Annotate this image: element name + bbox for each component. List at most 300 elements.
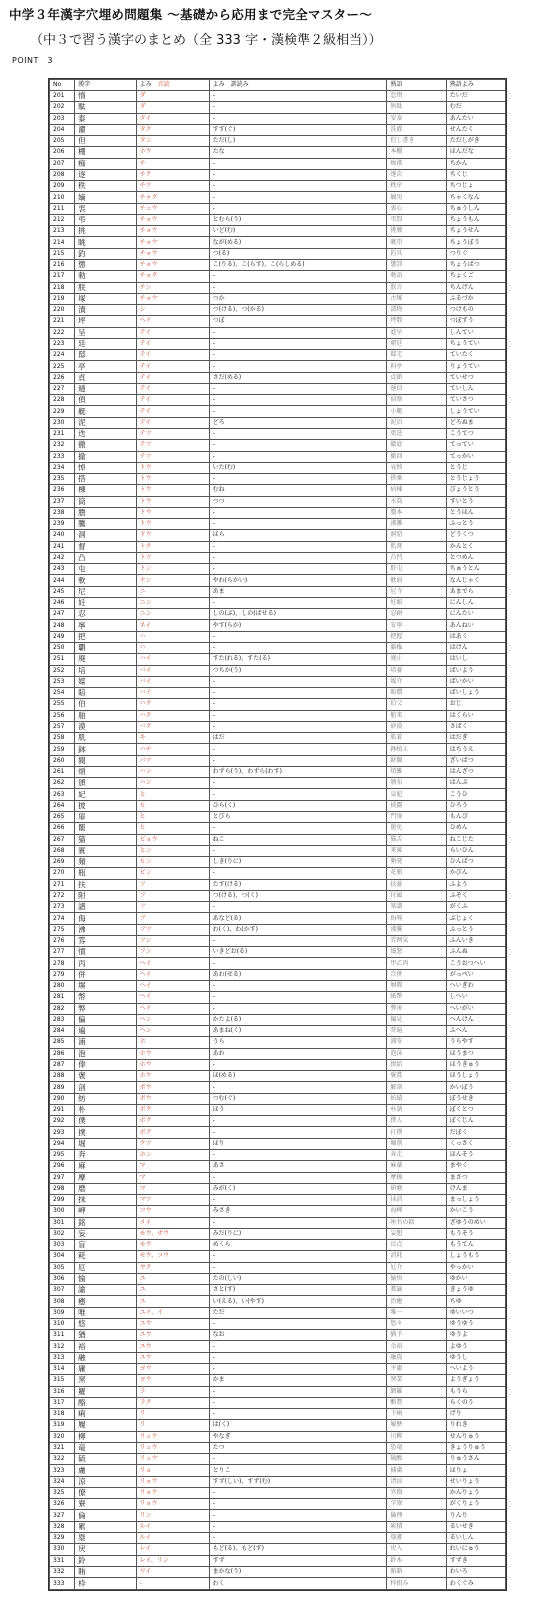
cell-kun-reading: みが(く) — [209, 1183, 387, 1194]
table-row — [50, 1521, 506, 1532]
cell-example: 摩擦 — [387, 1172, 446, 1183]
cell-example-reading: ていせつ — [446, 372, 505, 383]
cell-example: 邸宅 — [387, 350, 446, 361]
cell-kun-reading: いた(む) — [209, 462, 387, 473]
cell-kun-reading: い(える)、い(やす) — [209, 1296, 387, 1307]
cell-example-reading: もうてん — [446, 1240, 505, 1251]
cell-example: 頻発 — [387, 857, 446, 868]
table-row — [50, 1003, 506, 1014]
cell-kun-reading: - — [209, 1409, 387, 1420]
cell-example-reading: おじ — [446, 699, 505, 710]
cell-on-reading: リョウ — [136, 1487, 209, 1498]
cell-example: 怠惰 — [387, 91, 446, 102]
cell-kun-reading: つか — [209, 293, 387, 304]
table-row — [50, 654, 506, 665]
cell-kun-reading: ほら — [209, 530, 387, 541]
cell-on-reading: ラク — [136, 1397, 209, 1408]
cell-on-reading: ヘイ — [136, 992, 209, 1003]
cell-example: 枠組み — [387, 1578, 446, 1590]
cell-example-reading: ゆうし — [446, 1352, 505, 1363]
cell-no: 301 — [50, 1217, 75, 1228]
table-row — [50, 1544, 506, 1555]
cell-no: 206 — [50, 147, 75, 158]
cell-no: 332 — [50, 1566, 75, 1577]
cell-kun-reading: - — [209, 1499, 387, 1510]
cell-kun-reading: は(く) — [209, 1420, 387, 1431]
table-row — [50, 327, 506, 338]
cell-kanji: 唯 — [75, 1307, 137, 1318]
cell-kanji: 遍 — [75, 1026, 137, 1037]
table-row — [50, 980, 506, 991]
cell-example: 貞節 — [387, 372, 446, 383]
cell-on-reading: キ — [136, 733, 209, 744]
cell-kanji: 耗 — [75, 1251, 137, 1262]
cell-example-reading: しょうてい — [446, 406, 505, 417]
cell-example: 余裕 — [387, 1341, 446, 1352]
cell-kanji: 浦 — [75, 1037, 137, 1048]
cell-no: 232 — [50, 440, 75, 451]
cell-example: 弔問 — [387, 214, 446, 225]
cell-kun-reading: - — [209, 282, 387, 293]
cell-kanji: 扉 — [75, 812, 137, 823]
cell-kanji: 釣 — [75, 248, 137, 259]
cell-kun-reading: - — [209, 564, 387, 575]
cell-no: 231 — [50, 428, 75, 439]
cell-example: 頒布 — [387, 778, 446, 789]
page-subtitle: （中３で習う漢字のまとめ（全 333 字・漢検準２級相当）） — [30, 33, 382, 48]
cell-example: 厄介 — [387, 1262, 446, 1273]
cell-no: 275 — [50, 924, 75, 935]
cell-on-reading: ヘイ — [136, 316, 209, 327]
cell-kun-reading: - — [209, 845, 387, 856]
cell-on-reading: コウ — [136, 1206, 209, 1217]
cell-example: 媒介 — [387, 676, 446, 687]
cell-on-reading: ヒ — [136, 789, 209, 800]
cell-example-reading: はちうえ — [446, 744, 505, 755]
cell-example-reading: だぼく — [446, 1127, 505, 1138]
cell-on-reading: ヘン — [136, 1014, 209, 1025]
cell-on-reading: ボウ — [136, 1093, 209, 1104]
cell-on-reading: ホウ — [136, 1059, 209, 1070]
cell-no: 250 — [50, 643, 75, 654]
cell-no: 237 — [50, 496, 75, 507]
cell-no: 248 — [50, 620, 75, 631]
cell-example-reading: りょうてい — [446, 361, 505, 372]
cell-kanji: 培 — [75, 665, 137, 676]
table-row — [50, 812, 506, 823]
cell-kanji: 倫 — [75, 1510, 137, 1521]
table-row — [50, 631, 506, 642]
cell-on-reading: ハチ — [136, 744, 209, 755]
table-row — [50, 1465, 506, 1476]
cell-on-reading: ハク — [136, 710, 209, 721]
cell-example-reading: りんり — [446, 1510, 505, 1521]
cell-no: 290 — [50, 1093, 75, 1104]
cell-example-reading: しんてい — [446, 327, 505, 338]
cell-kanji: 抹 — [75, 1195, 137, 1206]
cell-no: 270 — [50, 868, 75, 879]
cell-example: 忍耐 — [387, 609, 446, 620]
cell-no: 307 — [50, 1285, 75, 1296]
cell-kun-reading: - — [209, 823, 387, 834]
kanji-sheet — [48, 78, 507, 1591]
cell-no: 303 — [50, 1240, 75, 1251]
cell-kanji: 痴 — [75, 158, 137, 169]
table-row — [50, 1352, 506, 1363]
cell-example-reading: はくらい — [446, 710, 505, 721]
cell-kun-reading: むね — [209, 485, 387, 496]
table-row — [50, 541, 506, 552]
cell-on-reading: ナン — [136, 575, 209, 586]
cell-no: 304 — [50, 1251, 75, 1262]
cell-example: 付属 — [387, 890, 446, 901]
cell-kun-reading: やわ(らかい) — [209, 575, 387, 586]
cell-example-reading: ゆうよ — [446, 1330, 505, 1341]
header-example-reading: 熟語よみ — [446, 80, 505, 91]
cell-example-reading: るいしん — [446, 1533, 505, 1544]
cell-no: 278 — [50, 958, 75, 969]
cell-example: 消耗 — [387, 1251, 446, 1262]
cell-kanji: 憤 — [75, 947, 137, 958]
cell-kun-reading: - — [209, 980, 387, 991]
table-row — [50, 688, 506, 699]
cell-example: 教諭 — [387, 1285, 446, 1296]
cell-no: 300 — [50, 1206, 75, 1217]
cell-example-reading: どうくつ — [446, 530, 505, 541]
cell-example-reading: ほうしょう — [446, 1071, 505, 1082]
cell-kun-reading: - — [209, 1217, 387, 1228]
cell-kanji: 頻 — [75, 857, 137, 868]
cell-kanji: 凸 — [75, 552, 137, 563]
cell-on-reading: バイ — [136, 665, 209, 676]
cell-no: 256 — [50, 710, 75, 721]
cell-kanji: 涼 — [75, 1476, 137, 1487]
table-row — [50, 1386, 506, 1397]
cell-example: 進呈 — [387, 327, 446, 338]
cell-kun-reading: つぼ — [209, 316, 387, 327]
cell-kun-reading: - — [209, 1116, 387, 1127]
cell-on-reading: ヘイ — [136, 969, 209, 980]
cell-example-reading: へいがい — [446, 1003, 505, 1014]
table-row — [50, 91, 506, 102]
cell-kanji: 棚 — [75, 147, 137, 158]
cell-kun-reading: - — [209, 1003, 387, 1014]
cell-no: 220 — [50, 305, 75, 316]
cell-on-reading: マ — [136, 1161, 209, 1172]
cell-kanji: 妄 — [75, 1228, 137, 1239]
cell-kanji: 謄 — [75, 507, 137, 518]
table-row — [50, 361, 506, 372]
cell-example: 門扉 — [387, 812, 446, 823]
cell-example-reading: ふるづか — [446, 293, 505, 304]
table-row — [50, 428, 506, 439]
cell-example-reading: とうじょう — [446, 474, 505, 485]
cell-on-reading: ユウ — [136, 1318, 209, 1329]
cell-kanji: 洞 — [75, 530, 137, 541]
cell-no: 277 — [50, 947, 75, 958]
cell-on-reading: ビョウ — [136, 834, 209, 845]
cell-example-reading: ふよう — [446, 879, 505, 890]
header-kun-reading: よみ 訓読み — [209, 80, 387, 91]
table-row — [50, 721, 506, 732]
cell-example-reading: ちょうてい — [446, 338, 505, 349]
cell-no: 295 — [50, 1149, 75, 1160]
cell-example-reading: はだぎ — [446, 733, 505, 744]
cell-example: 搭乗 — [387, 474, 446, 485]
table-row — [50, 248, 506, 259]
cell-on-reading: ネイ — [136, 620, 209, 631]
cell-kun-reading: わく — [209, 1578, 387, 1590]
cell-no: 246 — [50, 597, 75, 608]
cell-on-reading: チツ — [136, 181, 209, 192]
table-row — [50, 1138, 506, 1149]
cell-example: 漬物 — [387, 305, 446, 316]
cell-example: 学寮 — [387, 1499, 446, 1510]
cell-example-reading: ふっとう — [446, 924, 505, 935]
cell-example-reading: わくぐみ — [446, 1578, 505, 1590]
cell-no: 236 — [50, 485, 75, 496]
cell-on-reading: クツ — [136, 1138, 209, 1149]
table-row — [50, 823, 506, 834]
cell-kun-reading: ただ — [209, 1307, 387, 1318]
cell-example-reading: てってい — [446, 440, 505, 451]
cell-example-reading: ちょうせん — [446, 226, 505, 237]
cell-kanji: 撲 — [75, 1127, 137, 1138]
cell-on-reading: トク — [136, 541, 209, 552]
table-row — [50, 789, 506, 800]
cell-kanji: 徹 — [75, 440, 137, 451]
cell-no: 244 — [50, 575, 75, 586]
cell-kun-reading: たつ — [209, 1442, 387, 1453]
cell-example-reading: がくりょう — [446, 1499, 505, 1510]
cell-on-reading: チン — [136, 282, 209, 293]
cell-on-reading: ヒン — [136, 857, 209, 868]
cell-kanji: 戻 — [75, 1544, 137, 1555]
cell-on-reading: ユウ — [136, 1330, 209, 1341]
cell-example-reading: つけもの — [446, 305, 505, 316]
cell-example-reading: ゆかい — [446, 1273, 505, 1284]
cell-example-reading: ぼうせき — [446, 1093, 505, 1104]
table-row — [50, 969, 506, 980]
cell-on-reading: テイ — [136, 395, 209, 406]
cell-kun-reading: - — [209, 169, 387, 180]
table-row — [50, 214, 506, 225]
cell-kun-reading: こ(りる)、こ(らす)、こ(らしめる) — [209, 259, 387, 270]
cell-kun-reading: - — [209, 1059, 387, 1070]
cell-example: 鈴木 — [387, 1555, 446, 1566]
cell-example-reading: さばく — [446, 721, 505, 732]
cell-example-reading: しへい — [446, 992, 505, 1003]
cell-kanji: 駄 — [75, 102, 137, 113]
table-row — [50, 766, 506, 777]
cell-no: 310 — [50, 1318, 75, 1329]
cell-kanji: 泰 — [75, 113, 137, 124]
table-row — [50, 913, 506, 924]
cell-example: 駐屯 — [387, 564, 446, 575]
cell-kanji: 貞 — [75, 372, 137, 383]
cell-example-reading: まやく — [446, 1161, 505, 1172]
cell-example: 浦安 — [387, 1037, 446, 1048]
cell-no: 267 — [50, 834, 75, 845]
cell-no: 329 — [50, 1533, 75, 1544]
cell-on-reading: ハン — [136, 766, 209, 777]
table-row — [50, 372, 506, 383]
cell-example: 撤回 — [387, 451, 446, 462]
kanji-table — [49, 79, 506, 1590]
cell-on-reading: フツ — [136, 924, 209, 935]
cell-no: 223 — [50, 338, 75, 349]
table-row — [50, 474, 506, 485]
cell-kanji: 扶 — [75, 879, 137, 890]
table-row — [50, 1318, 506, 1329]
cell-kun-reading: - — [209, 181, 387, 192]
cell-example-reading: せんたく — [446, 124, 505, 135]
table-row — [50, 958, 506, 969]
table-row — [50, 845, 506, 856]
table-row — [50, 305, 506, 316]
cell-example-reading: たいだ — [446, 91, 505, 102]
cell-no: 249 — [50, 631, 75, 642]
cell-no: 264 — [50, 800, 75, 811]
cell-example: 座右の銘 — [387, 1217, 446, 1228]
cell-kun-reading: - — [209, 428, 387, 439]
cell-on-reading: マ — [136, 1172, 209, 1183]
cell-example: 朕言 — [387, 282, 446, 293]
cell-kun-reading: - — [209, 350, 387, 361]
cell-example-reading: よゆう — [446, 1341, 505, 1352]
table-header-row — [50, 80, 506, 91]
cell-kanji: 雰 — [75, 935, 137, 946]
cell-no: 205 — [50, 136, 75, 147]
cell-kun-reading: はだ — [209, 733, 387, 744]
cell-no: 217 — [50, 271, 75, 282]
table-row — [50, 383, 506, 394]
cell-example: 侮辱 — [387, 913, 446, 924]
cell-on-reading: ラ — [136, 1386, 209, 1397]
table-row — [50, 1116, 506, 1127]
cell-example: 洗濯 — [387, 124, 446, 135]
cell-example-reading: ちくじ — [446, 169, 505, 180]
cell-no: 283 — [50, 1014, 75, 1025]
cell-kanji: 寮 — [75, 1499, 137, 1510]
cell-kanji: 覇 — [75, 643, 137, 654]
cell-example: 廃止 — [387, 654, 446, 665]
cell-kanji: 僚 — [75, 1487, 137, 1498]
cell-example: 安寧 — [387, 620, 446, 631]
cell-on-reading: バイ — [136, 688, 209, 699]
cell-kanji: 伯 — [75, 699, 137, 710]
cell-kun-reading: - — [209, 1149, 387, 1160]
cell-example-reading: ねこじた — [446, 834, 505, 845]
table-row — [50, 733, 506, 744]
cell-kanji: 把 — [75, 631, 137, 642]
table-row — [50, 564, 506, 575]
cell-on-reading: テイ — [136, 361, 209, 372]
table-row — [50, 271, 506, 282]
cell-example-reading: かんりょう — [446, 1487, 505, 1498]
cell-example: 累積 — [387, 1521, 446, 1532]
table-row — [50, 744, 506, 755]
cell-on-reading: ヘイ — [136, 980, 209, 991]
cell-kun-reading: いど(む) — [209, 226, 387, 237]
cell-no: 330 — [50, 1544, 75, 1555]
table-row — [50, 586, 506, 597]
cell-example: 治癒 — [387, 1296, 446, 1307]
cell-kanji: 猶 — [75, 1330, 137, 1341]
table-row — [50, 1476, 506, 1487]
cell-on-reading: リョ — [136, 1465, 209, 1476]
cell-kun-reading: - — [209, 778, 387, 789]
cell-kanji: 頒 — [75, 778, 137, 789]
cell-kanji: 偵 — [75, 395, 137, 406]
cell-example: 合併 — [387, 969, 446, 980]
table-row — [50, 1375, 506, 1386]
cell-no: 208 — [50, 169, 75, 180]
cell-kun-reading: たな — [209, 147, 387, 158]
cell-kanji: 鈴 — [75, 1555, 137, 1566]
table-row — [50, 1487, 506, 1498]
table-row — [50, 1161, 506, 1172]
table-row — [50, 1330, 506, 1341]
cell-no: 291 — [50, 1104, 75, 1115]
cell-example-reading: ふんぬ — [446, 947, 505, 958]
cell-kanji: 偏 — [75, 1014, 137, 1025]
table-row — [50, 1409, 506, 1420]
cell-example: 洞窟 — [387, 530, 446, 541]
cell-on-reading: フン — [136, 935, 209, 946]
cell-no: 324 — [50, 1476, 75, 1487]
cell-example: 肌着 — [387, 733, 446, 744]
cell-kun-reading: たす(ける) — [209, 879, 387, 890]
cell-example-reading: はんぷ — [446, 778, 505, 789]
cell-no: 315 — [50, 1375, 75, 1386]
cell-on-reading: ダ — [136, 102, 209, 113]
cell-kanji: 惰 — [75, 91, 137, 102]
cell-on-reading: チュウ — [136, 203, 209, 214]
cell-kanji: 嫡 — [75, 192, 137, 203]
cell-kun-reading: まかな(う) — [209, 1566, 387, 1577]
cell-example-reading: あんねい — [446, 620, 505, 631]
cell-kun-reading: - — [209, 406, 387, 417]
cell-kanji: 寧 — [75, 620, 137, 631]
cell-example-reading: ゆうゆう — [446, 1318, 505, 1329]
table-row — [50, 879, 506, 890]
cell-example: 料亭 — [387, 361, 446, 372]
cell-example: 賄賂 — [387, 1566, 446, 1577]
cell-no: 319 — [50, 1420, 75, 1431]
cell-kanji: 僕 — [75, 1116, 137, 1127]
cell-on-reading: バツ — [136, 755, 209, 766]
table-row — [50, 395, 506, 406]
cell-no: 240 — [50, 530, 75, 541]
cell-kanji: 虜 — [75, 1465, 137, 1476]
table-row — [50, 485, 506, 496]
cell-kanji: 迭 — [75, 428, 137, 439]
table-row — [50, 1566, 506, 1577]
table-row — [50, 1093, 506, 1104]
cell-example: 泡沫 — [387, 1048, 446, 1059]
table-row — [50, 992, 506, 1003]
cell-example: 捕虜 — [387, 1465, 446, 1476]
cell-no: 316 — [50, 1386, 75, 1397]
table-row — [50, 868, 506, 879]
cell-on-reading: モウ、コウ — [136, 1251, 209, 1262]
cell-example: 勅語 — [387, 271, 446, 282]
cell-kanji: 幣 — [75, 992, 137, 1003]
cell-example-reading: ほりょ — [446, 1465, 505, 1476]
cell-no: 228 — [50, 395, 75, 406]
cell-example-reading: びょうとう — [446, 485, 505, 496]
